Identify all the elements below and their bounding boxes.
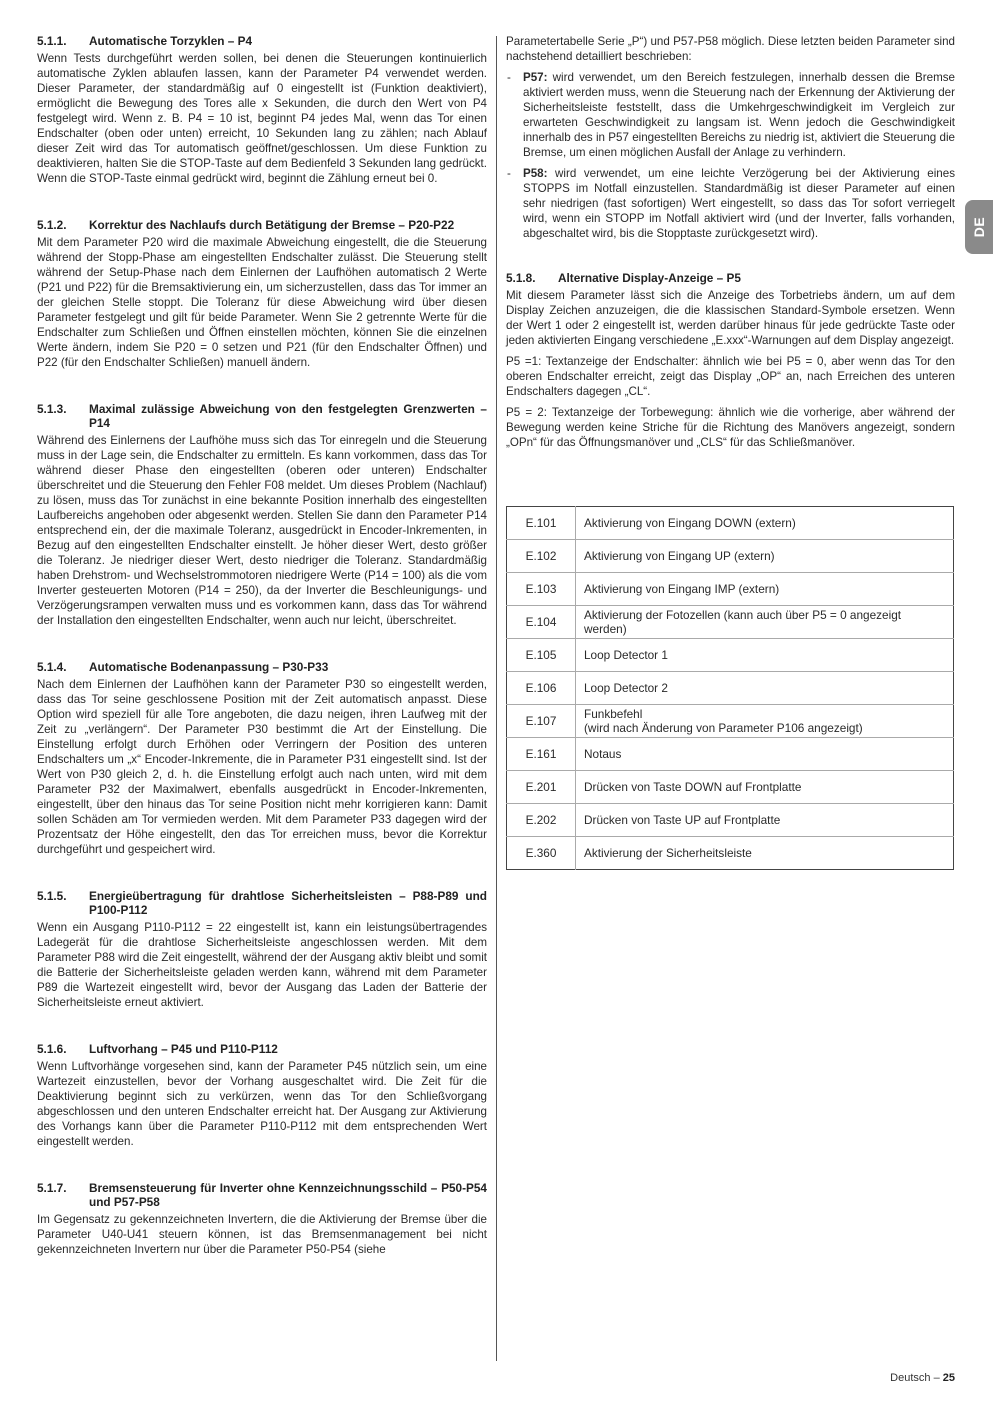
section-number: 5.1.8. xyxy=(506,271,536,285)
section-number: 5.1.3. xyxy=(37,402,67,416)
column-divider xyxy=(496,36,497,1361)
warning-description xyxy=(576,606,954,639)
warning-description xyxy=(576,639,954,672)
page-number: 25 xyxy=(942,1372,955,1384)
table-row xyxy=(507,606,954,639)
language-tab xyxy=(965,200,993,254)
section-title: Korrektur des Nachlaufs durch Betätigung der Bremse – P20-P22 xyxy=(89,218,455,232)
warning-description xyxy=(576,804,954,837)
warning-code: E.202 xyxy=(507,804,576,837)
section-title: Alternative Display-Anzeige – P5 xyxy=(558,271,741,285)
section-paragraph: Wenn ein Ausgang P110-P112 = 22 eingestellt ist, kann ein leistungsübertragendes Ladegerät für die drahtlose Sicherheitsleiste angeschlossen werden. Mit dem Parameter P88 wird die Zeit eingestellt, während der der Ausgang aktiv bleibt und somit die Batterie der Sicherheitsleiste geladen werden kann, während mit dem Parameter P89 die Wartezeit eingestellt wird, bevor der Ausgang das Laden der Batterie der Sicherheitsleiste erneut aktiviert. xyxy=(37,921,487,1009)
table-row xyxy=(507,540,954,573)
description-line: Funkbefehl xyxy=(584,707,643,721)
warning-code: E.360 xyxy=(507,837,576,870)
description-line: Aktivierung von Eingang DOWN (extern) xyxy=(584,516,796,530)
section-paragraph: P5 = 2: Textanzeige der Torbewegung: ähnlich wie die vorherige, aber während der Bewegung werden keine Striche für die Richtung des Manövers angezeigt, sondern „OPn“ für das Öffnungsmanöver und „CLS“ für das Schließmanöver. xyxy=(506,406,955,449)
description-line: Loop Detector 1 xyxy=(584,648,668,662)
section-5-1-7 xyxy=(37,1181,487,1257)
warning-description xyxy=(576,540,954,573)
section-heading xyxy=(37,1181,487,1209)
section-number: 5.1.7. xyxy=(37,1181,67,1195)
section-number: 5.1.5. xyxy=(37,889,67,903)
section-paragraph: Während des Einlernens der Laufhöhe muss sich das Tor einregeln und die Steuerung muss in der Lage sein, die Endschalter zu ermitteln. Es kann vorkommen, dass das Tor während dieser Phase den eingestellten (oberen oder unteren) Endschalter überschreitet und die Steuerung den Fehler F08 meldet. Um dieses Problem (Nachlauf) zu lösen, muss das Tor zunächst in eine bekannte Position innerhalb des eingestellten Laufbereichs angehoben oder abgesenkt werden. Stellen Sie dann den Parameter P14 entsprechend ein, der die maximale Toleranz, ausgedrückt in Encoder-Inkrementen, in Bezug auf den eingestellten Endschalter einstellt. Je höher dieser Wert, desto größer die Toleranz. Je niedriger dieser Wert, desto niedriger die Toleranz. Standardmäßig haben Drehstrom- und Wechselstrommotoren niedrigere Werte (P14 = 100) als die vom Inverter gesteuerten Motoren (P14 = 250), da der Inverter die Beschleunigungs- und Verzögerungsrampen verwalten muss und es vorkommen kann, dass das Tor während der Installation den eingestellten Endschalter, wenn auch nur leicht, überschreitet. xyxy=(37,434,487,627)
parameter-bullet xyxy=(506,70,955,160)
page-footer xyxy=(890,1372,955,1384)
warning-code-table xyxy=(506,506,954,870)
section-number: 5.1.6. xyxy=(37,1042,67,1056)
warning-code: E.161 xyxy=(507,738,576,771)
description-line: Aktivierung von Eingang IMP (extern) xyxy=(584,582,780,596)
table-row xyxy=(507,639,954,672)
warning-description xyxy=(576,705,954,738)
warning-code: E.102 xyxy=(507,540,576,573)
section-title: Energieübertragung für drahtlose Sicherheitsleisten – P88-P89 und P100-P112 xyxy=(89,889,487,917)
warning-code: E.105 xyxy=(507,639,576,672)
description-line: Drücken von Taste UP auf Frontplatte xyxy=(584,813,781,827)
section-5-1-4 xyxy=(37,660,487,857)
warning-code: E.201 xyxy=(507,771,576,804)
section-heading xyxy=(506,271,955,285)
section-heading xyxy=(37,660,487,674)
section-title: Bremsensteuerung für Inverter ohne Kennzeichnungsschild – P50-P54 und P57-P58 xyxy=(89,1181,487,1209)
section-paragraph: Wenn Tests durchgeführt werden sollen, bei denen die Steuerungen kontinuierlich automatische Zyklen ablaufen lassen, kann der Parameter P4 verwendet werden. Dieser Parameter, der standardmäßig auf 0 eingestellt ist (Funktion deaktiviert), ermöglicht die Bewegung des Tores alle x Sekunden, die durch den Wert von P4 festgelegt wird. Wenn z. B. P4 = 10 ist, beginnt P4 jedes Mal, wenn das Tor einen Endschalter (oben oder unten) erreicht, 10 Sekunden lang zu zählen; nach Ablauf dieser Zeit wird das Tor automatisch geöffnet/geschlossen. Um diese Funktion zu deaktivieren, halten Sie die STOP-Taste auf dem Bedienfeld 3 Sekunden lang gedrückt. Wenn die STOP-Taste einmal gedrückt wird, beginnt die Zählung erneut bei 0. xyxy=(37,52,487,185)
bullet-text: wird verwendet, um eine leichte Verzögerung bei der Aktivierung eines STOPPS im Notfall einzustellen. Standardmäßig ist dieser Parameter auf einen sehr niedrigen (fast sofortigen) Wert eingestellt, so dass das Tor sofort verriegelt wird, wenn ein STOPP im Notfall aktiviert wird (und der Inverter, falls vorhanden, abgeschaltet wird, bis die Stopptaste zurückgesetzt wird). xyxy=(523,167,955,240)
section-paragraph: Mit diesem Parameter lässt sich die Anzeige des Torbetriebs ändern, um auf dem Display Zeichen anzuzeigen, die die klassischen Standard-Symbole ersetzen. Wenn der Wert 1 oder 2 eingestellt ist, werden darüber hinaus für jede gedrückte Taste oder jeden aktivierten Eingang verschiedene „E.xxx“-Warnungen auf dem Display angezeigt. xyxy=(506,289,955,347)
warning-code: E.107 xyxy=(507,705,576,738)
section-5-1-1 xyxy=(37,34,487,186)
right-column xyxy=(506,34,955,482)
table-row xyxy=(507,573,954,606)
section-5-1-6 xyxy=(37,1042,487,1149)
warning-code: E.103 xyxy=(507,573,576,606)
footer-language: Deutsch – xyxy=(890,1372,943,1384)
parameter-bullet-list xyxy=(506,70,955,241)
bullet-term: P58: xyxy=(523,167,548,180)
section-5-1-8 xyxy=(506,271,955,450)
section-heading xyxy=(37,218,487,232)
description-line: Drücken von Taste DOWN auf Frontplatte xyxy=(584,780,802,794)
table-row xyxy=(507,705,954,738)
warning-description xyxy=(576,738,954,771)
description-line: Aktivierung der Sicherheitsleiste xyxy=(584,846,752,860)
warning-description xyxy=(576,573,954,606)
section-title: Maximal zulässige Abweichung von den festgelegten Grenzwerten – P14 xyxy=(89,402,487,430)
section-paragraph: Im Gegensatz zu gekennzeichneten Invertern, die die Aktivierung der Bremse über die Parameter U40-U41 steuern können, ist das Bremsenmanagement bei nicht gekennzeichneten Invertern nur über die Parameter P50-P54 (siehe xyxy=(37,1213,487,1256)
section-title: Luftvorhang – P45 und P110-P112 xyxy=(89,1042,278,1056)
section-title: Automatische Bodenanpassung – P30-P33 xyxy=(89,660,329,674)
table-row xyxy=(507,771,954,804)
section-paragraph: P5 =1: Textanzeige der Endschalter: ähnlich wie bei P5 = 0, aber wenn das Tor den oberen Endschalter erreicht, zeigt das Display „OP“ an, nach Erreichen des unteren Endschalters dagegen „CL“. xyxy=(506,355,955,398)
description-line: Notaus xyxy=(584,747,622,761)
bullet-dash: - xyxy=(507,167,511,180)
section-heading xyxy=(37,402,487,430)
section-paragraph: Wenn Luftvorhänge vorgesehen sind, kann der Parameter P45 nützlich sein, um eine Wartezeit einzustellen, bevor der Vorhang ausgeschaltet wird. Die Zeit für die Deaktivierung beginnt sich zu verkürzen, wenn das Tor den Schließvorgang abgeschlossen und den unteren Endschalter erreicht hat. Der Ausgang zur Aktivierung des Vorhangs kann über die Parameter P110-P112 mit dem entsprechenden Wert eingestellt werden. xyxy=(37,1060,487,1148)
section-5-1-3 xyxy=(37,402,487,628)
warning-description xyxy=(576,837,954,870)
section-title: Automatische Torzyklen – P4 xyxy=(89,34,253,48)
left-column xyxy=(37,34,487,1289)
continuation-paragraph: Parametertabelle Serie „P“) und P57-P58 möglich. Diese letzten beiden Parameter sind nachstehend detailliert beschrieben: xyxy=(506,35,955,63)
warning-description xyxy=(576,507,954,540)
section-5-1-2 xyxy=(37,218,487,370)
description-line: Aktivierung von Eingang UP (extern) xyxy=(584,549,775,563)
section-number: 5.1.1. xyxy=(37,34,67,48)
bullet-text: wird verwendet, um den Bereich festzulegen, innerhalb dessen die Bremse aktiviert werden muss, wenn die Steuerung nach der Erkennung der Aktivierung der Sicherheitsleiste feststellt, dass die Umkehrgeschwindigkeit im Vergleich zur erwarteten Geschwindigkeit zu langsam ist. Wenn jedoch die Geschwindigkeit innerhalb des in P57 eingestellten Bereichs zu niedrig ist, aktiviert die Steuerung die Bremse, um einen möglichen Ausfall der Anlage zu verhindern. xyxy=(523,71,955,159)
description-line: Aktivierung der Fotozellen (kann auch über P5 = 0 angezeigt werden) xyxy=(584,608,902,636)
section-number: 5.1.4. xyxy=(37,660,67,674)
bullet-dash: - xyxy=(507,71,511,84)
section-5-1-5 xyxy=(37,889,487,1010)
warning-code: E.104 xyxy=(507,606,576,639)
section-paragraph: Nach dem Einlernen der Laufhöhen kann der Parameter P30 so eingestellt werden, dass das Tor seine geschlossene Position mit der Zeit automatisch anpasst. Diese Option wird speziell für alle Tore angeboten, die dazu neigen, ihren Laufweg mit der Zeit zu „verlängern“. Der Parameter P30 bestimmt die Art der Einstellung. Die Einstellung erfolgt durch Erhöhen oder Verringern der Position des unteren Endschalters um „x“ Encoder-Inkremente, die in Parameter P31 eingestellt sind. Ist der Wert von P30 gleich 2, d. h. die Einstellung erfolgt auch nach unten, wird mit dem Parameter P32 der Maximalwert, ebenfalls ausgedrückt in Encoder-Inkrementen, eingestellt, über den hinaus das Tor seine Position nicht mehr korrigieren kann: Damit sollen Schäden am Tor vermieden werden. Mit dem Parameter P33 dagegen wird der Prozentsatz der Höhe eingestellt, den das Tor erreichen muss, bevor die Korrektur durchgeführt und gespeichert wird. xyxy=(37,678,487,856)
warning-description xyxy=(576,771,954,804)
parameter-bullet xyxy=(506,166,955,241)
section-body xyxy=(506,288,955,450)
section-heading xyxy=(37,889,487,917)
section-heading xyxy=(37,34,487,48)
section-paragraph: Mit dem Parameter P20 wird die maximale Abweichung eingestellt, die die Steuerung während der Stopp-Phase am eingestellten Endschalter zulässt. Die Steuerung stellt während der Setup-Phase nach dem Einlernen der Laufhöhen automatisch 2 Werte (P21 und P22) für die Bremsaktivierung ein, um sicherzustellen, dass das Tor immer an der gleichen Stelle stoppt. Die Toleranz für diese Abweichung wird über diesen Parameter festgelegt und gilt für beide Parameter. Wenn Sie 2 getrennte Werte für die Endschalter zum Schließen und Öffnen einstellen möchten, können Sie die einzelnen Werte ändern, indem Sie P20 = 0 setzen und P21 (für den Endschalter Öffnen) und P22 (für den Endschalter Schließen) manuell ändern. xyxy=(37,236,487,369)
warning-description xyxy=(576,672,954,705)
description-line: Loop Detector 2 xyxy=(584,681,668,695)
table-row xyxy=(507,507,954,540)
warning-code: E.106 xyxy=(507,672,576,705)
section-heading xyxy=(37,1042,487,1056)
table-row xyxy=(507,804,954,837)
table-row xyxy=(507,738,954,771)
language-tab-label: DE xyxy=(970,216,987,238)
description-note: (wird nach Änderung von Parameter P106 angezeigt) xyxy=(584,721,863,735)
section-number: 5.1.2. xyxy=(37,218,67,232)
table-row xyxy=(507,672,954,705)
warning-code: E.101 xyxy=(507,507,576,540)
table-row xyxy=(507,837,954,870)
bullet-term: P57: xyxy=(523,71,548,84)
